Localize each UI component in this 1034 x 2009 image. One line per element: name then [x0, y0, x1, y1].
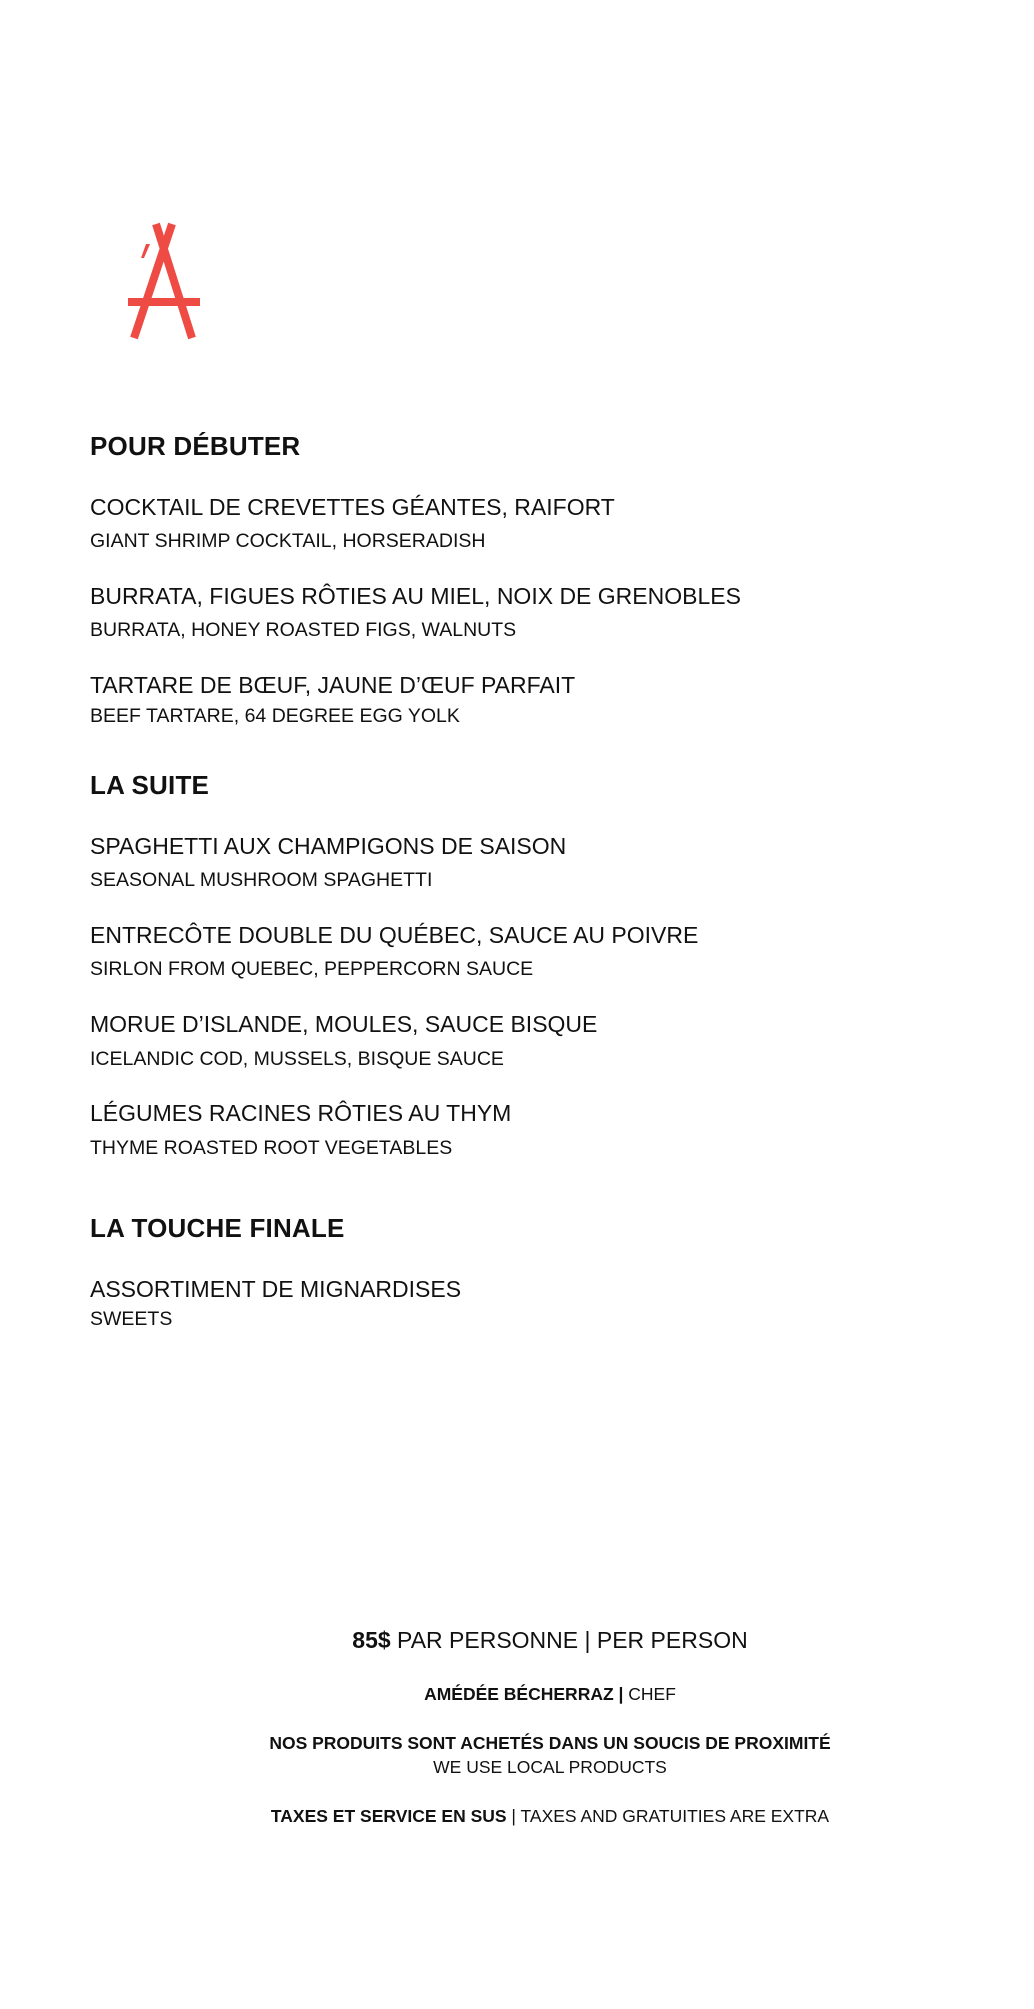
price-label: PAR PERSONNE | PER PERSON [390, 1627, 748, 1653]
dish-fr: MORUE D’ISLANDE, MOULES, SAUCE BISQUE [90, 1011, 598, 1037]
restaurant-logo-icon [124, 222, 204, 342]
dish-en: BURRATA, HONEY ROASTED FIGS, WALNUTS [90, 619, 517, 641]
dish-fr: ENTRECÔTE DOUBLE DU QUÉBEC, SAUCE AU POIVRE [90, 922, 699, 948]
taxes-line [100, 1806, 1000, 1827]
local-products-en: WE USE LOCAL PRODUCTS [433, 1757, 667, 1777]
price-line [100, 1627, 1000, 1654]
section-title-la-suite: LA SUITE [90, 770, 210, 800]
section-title-la-touche-finale: LA TOUCHE FINALE [90, 1213, 345, 1243]
chef-name: AMÉDÉE BÉCHERRAZ | [424, 1684, 624, 1704]
dish-en: THYME ROASTED ROOT VEGETABLES [90, 1137, 453, 1159]
taxes-en: | TAXES AND GRATUITIES ARE EXTRA [506, 1806, 830, 1826]
price-amount: 85$ [352, 1627, 391, 1653]
chef-line [100, 1684, 1000, 1705]
dish-en: SEASONAL MUSHROOM SPAGHETTI [90, 869, 433, 891]
dish-fr: BURRATA, FIGUES RÔTIES AU MIEL, NOIX DE GRENOBLES [90, 583, 741, 609]
dish-en: ICELANDIC COD, MUSSELS, BISQUE SAUCE [90, 1048, 504, 1070]
dish-fr: COCKTAIL DE CREVETTES GÉANTES, RAIFORT [90, 494, 615, 520]
dish-fr: SPAGHETTI AUX CHAMPIGONS DE SAISON [90, 833, 567, 859]
chef-role: CHEF [623, 1684, 676, 1704]
dish-fr: TARTARE DE BŒUF, JAUNE D’ŒUF PARFAIT [90, 672, 576, 698]
dish-en: SIRLON FROM QUEBEC, PEPPERCORN SAUCE [90, 958, 534, 980]
dish-fr: ASSORTIMENT DE MIGNARDISES [90, 1276, 462, 1302]
dish-fr: LÉGUMES RACINES RÔTIES AU THYM [90, 1100, 512, 1126]
local-products-fr: NOS PRODUITS SONT ACHETÉS DANS UN SOUCIS DE PROXIMITÉ [269, 1733, 831, 1753]
dish-en: SWEETS [90, 1308, 173, 1330]
section-title-pour-debuter: POUR DÉBUTER [90, 431, 301, 461]
dish-en: GIANT SHRIMP COCKTAIL, HORSERADISH [90, 530, 486, 552]
taxes-fr: TAXES ET SERVICE EN SUS [270, 1806, 507, 1826]
dish-en: BEEF TARTARE, 64 DEGREE EGG YOLK [90, 705, 460, 727]
